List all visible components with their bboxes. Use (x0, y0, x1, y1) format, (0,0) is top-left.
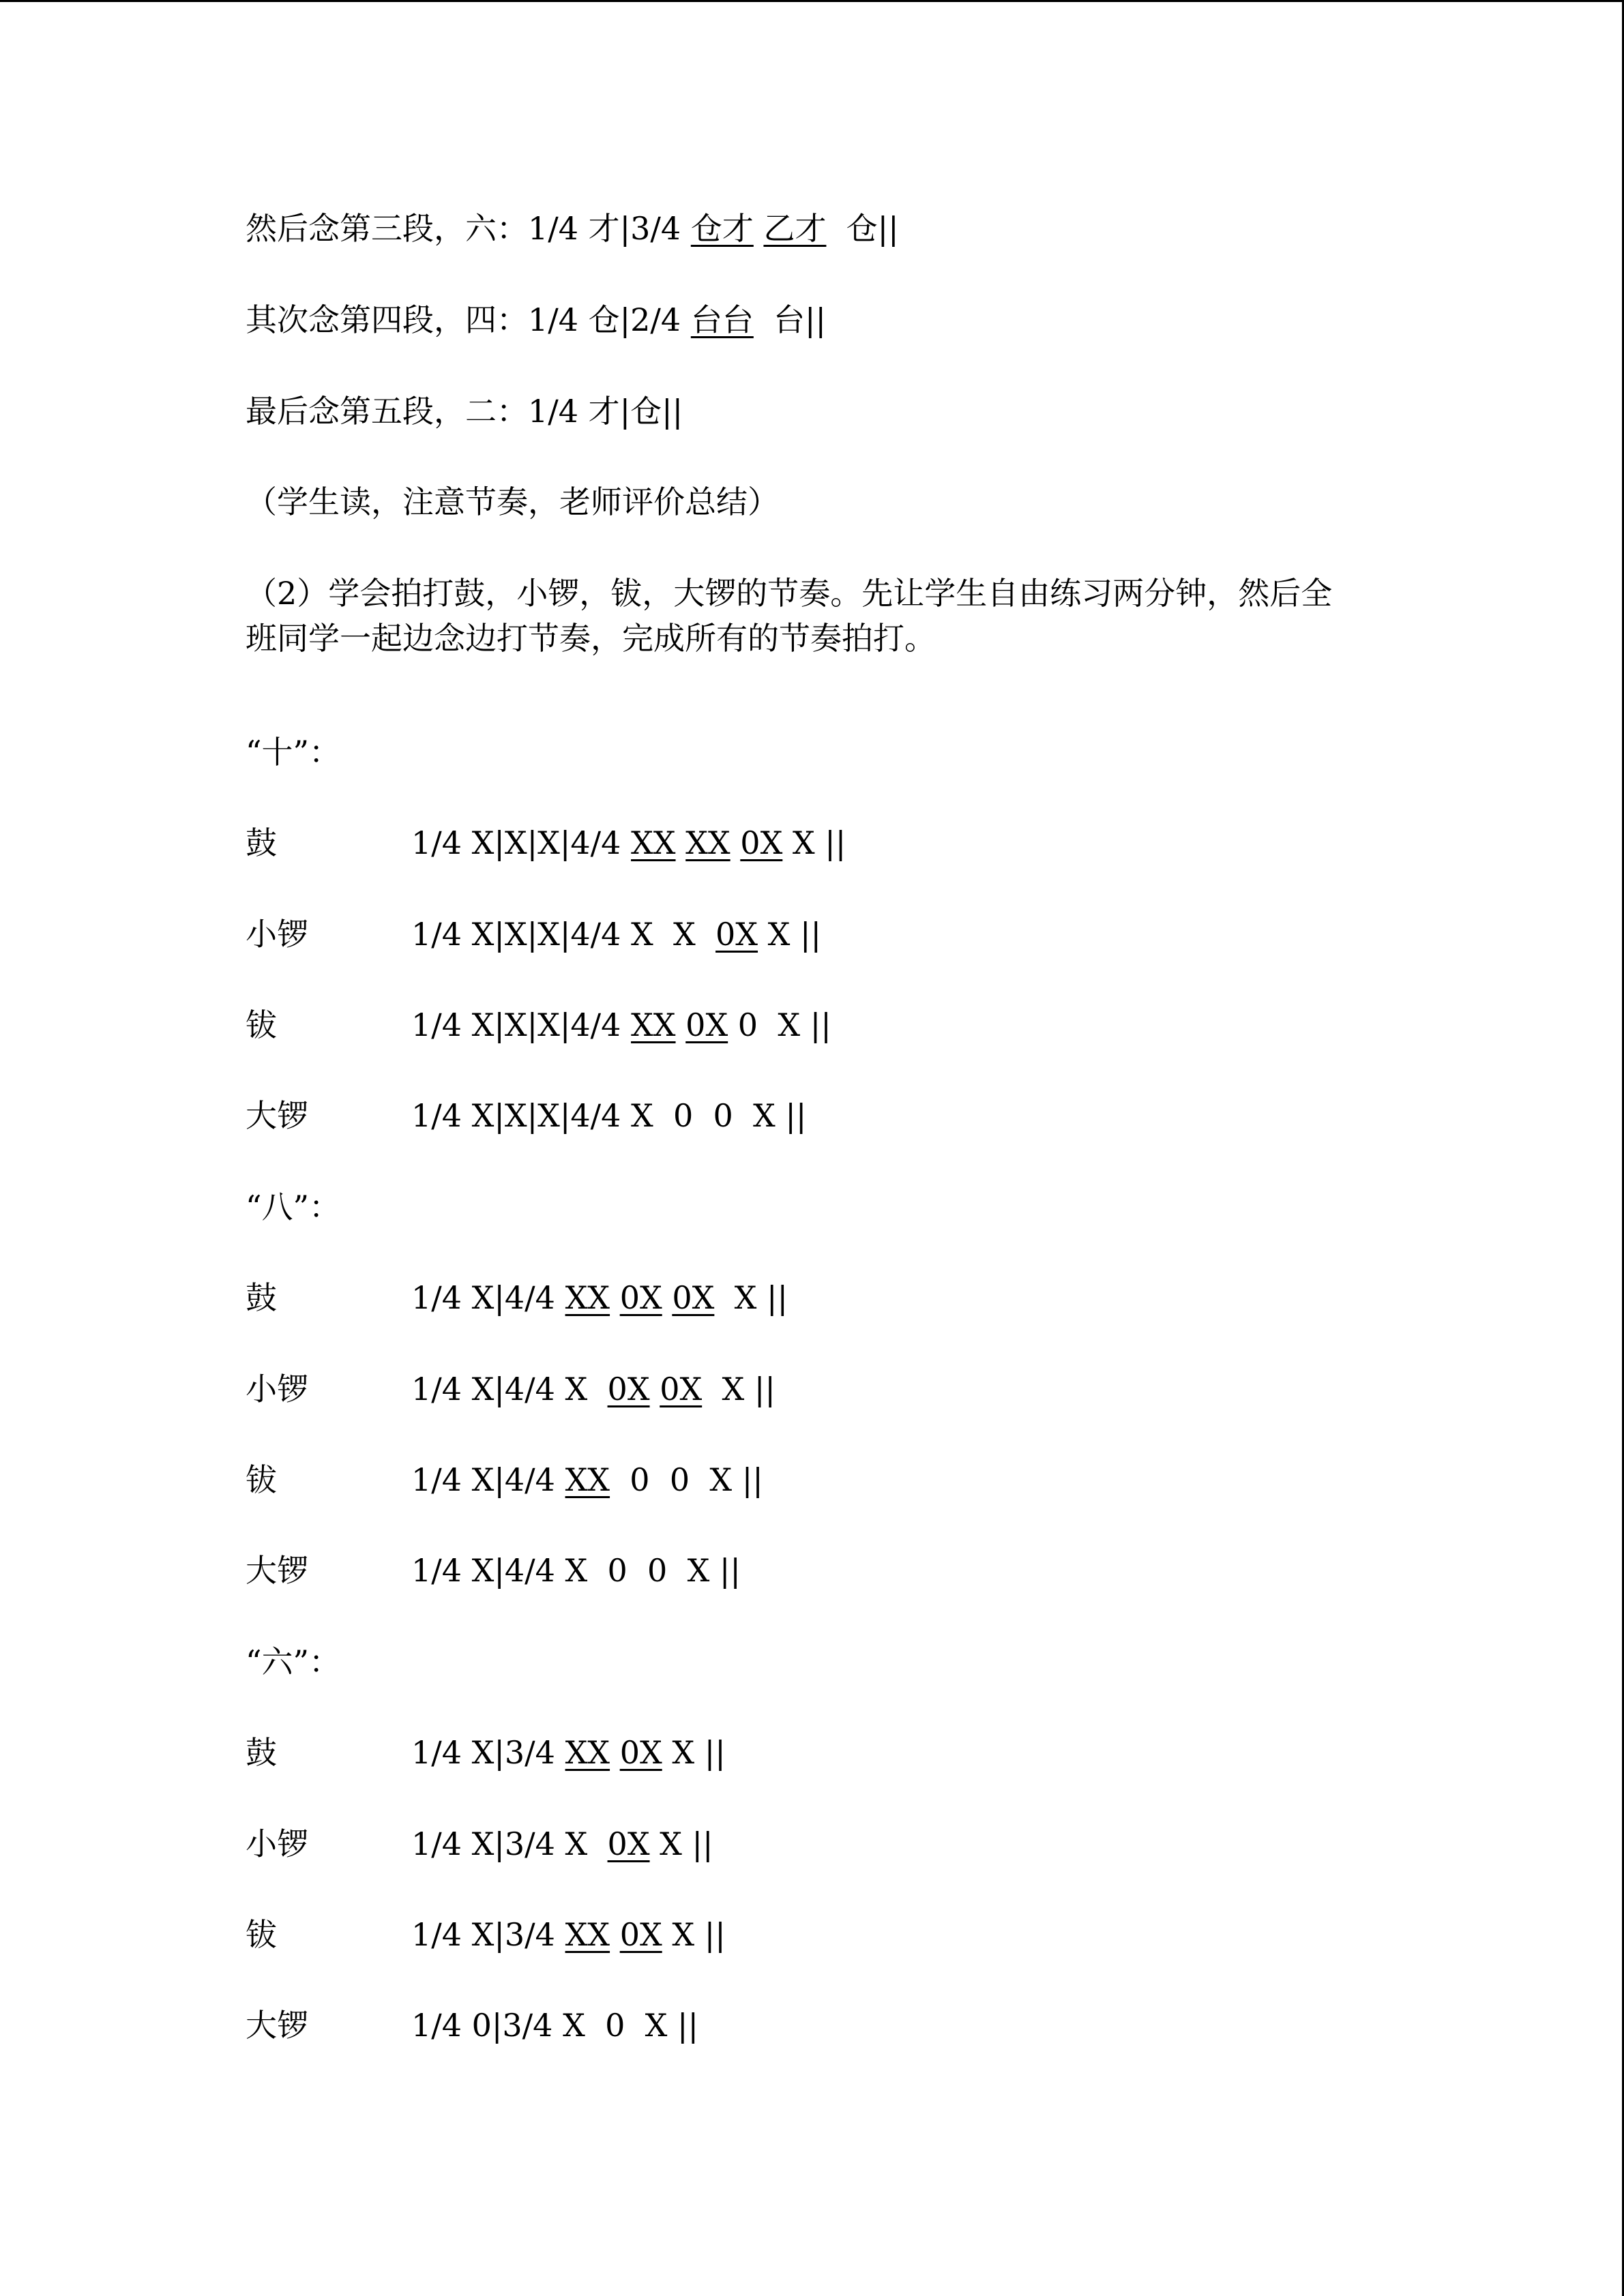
beamed-group: 0X (619, 1279, 662, 1316)
section-heading-eight: “八”： (246, 1189, 341, 1225)
rhythm-notation (411, 1730, 726, 1775)
reading-line-fourth-section (246, 297, 826, 342)
notation-text: 1/4 X|3/4 (411, 1734, 565, 1771)
instruction-line-2: 班同学一起边念边打节奏，完成所有的节奏拍打。 (246, 620, 936, 657)
notation-text: X || (758, 916, 822, 953)
beamed-group: 0X (715, 916, 758, 953)
reading-line-third-section (246, 206, 899, 251)
section-heading-ten: “十”： (246, 734, 341, 771)
notation-text: 1/4 X|X|X|4/4 (411, 824, 632, 861)
rhythm-notation (411, 820, 846, 865)
notation-text: X || (714, 1279, 788, 1316)
notation-text: 台|| (753, 301, 827, 338)
notation-text: 1/4 X|4/4 (411, 1279, 565, 1316)
beamed-group: 乙才 (763, 210, 827, 247)
notation-text: 其次念第四段，四：1/4 仓|2/4 (246, 301, 691, 338)
beamed-group: XX (631, 824, 676, 861)
notation-text: 仓|| (826, 210, 899, 247)
beamed-group: 0X (740, 824, 783, 861)
instrument-label: 鼓 (246, 824, 277, 861)
instrument-label: 大锣 (246, 2007, 308, 2044)
beamed-group: 0X (607, 1371, 650, 1407)
notation-text: X || (662, 1916, 726, 1953)
notation-text (610, 1734, 620, 1771)
notation-text (676, 824, 686, 861)
notation-text: 最后念第五段，二：1/4 才|仓|| (246, 393, 683, 430)
page-border-top (0, 0, 1624, 2)
teacher-note (246, 479, 779, 524)
beamed-group: XX (631, 1007, 676, 1043)
notation-text: 1/4 X|3/4 X (411, 1825, 608, 1862)
beamed-group: 0X (619, 1734, 662, 1771)
notation-text: （学生读，注意节奏，老师评价总结） (246, 483, 779, 520)
beamed-group: XX (565, 1279, 610, 1316)
notation-text: 1/4 X|4/4 X 0 0 X || (411, 1552, 741, 1589)
beamed-group: 0X (685, 1007, 728, 1043)
notation-text (730, 824, 741, 861)
beamed-group: 仓才 (690, 210, 754, 247)
notation-text (610, 1916, 620, 1953)
rhythm-notation (411, 2003, 698, 2048)
instrument-label: 鼓 (246, 1279, 277, 1316)
notation-text: X || (649, 1825, 713, 1862)
notation-text: X || (702, 1371, 776, 1407)
instrument-label: 小锣 (246, 1371, 308, 1407)
instrument-label: 小锣 (246, 916, 308, 953)
notation-text (610, 1279, 620, 1316)
beamed-group: XX (565, 1461, 610, 1498)
instrument-label: 钹 (246, 1916, 277, 1953)
instrument-label: 大锣 (246, 1552, 308, 1589)
notation-text (754, 210, 764, 247)
rhythm-notation (411, 1457, 763, 1502)
beamed-group: XX (565, 1916, 610, 1953)
notation-text: 1/4 0|3/4 X 0 X || (411, 2007, 698, 2044)
beamed-group: 0X (607, 1825, 650, 1862)
notation-text: 1/4 X|X|X|4/4 X 0 0 X || (411, 1097, 807, 1134)
beamed-group: XX (685, 824, 730, 861)
beamed-group: XX (565, 1734, 610, 1771)
notation-text: 0 0 X || (610, 1461, 763, 1498)
notation-text: 0 X || (728, 1007, 831, 1043)
notation-text: 1/4 X|X|X|4/4 X X (411, 916, 716, 953)
instrument-label: 大锣 (246, 1097, 308, 1134)
section-heading-six: “六”： (246, 1643, 341, 1680)
rhythm-notation (411, 1548, 741, 1593)
notation-text: 1/4 X|X|X|4/4 (411, 1007, 632, 1043)
rhythm-notation (411, 1275, 788, 1320)
beamed-group: 台台 (690, 301, 754, 338)
instruction-paragraph (246, 571, 1391, 661)
rhythm-notation (411, 1093, 806, 1138)
rhythm-notation (411, 1367, 776, 1412)
instrument-label: 钹 (246, 1461, 277, 1498)
rhythm-notation (411, 1821, 713, 1866)
notation-text (650, 1371, 660, 1407)
notation-text: 1/4 X|4/4 X (411, 1371, 608, 1407)
notation-text: 然后念第三段，六：1/4 才|3/4 (246, 210, 691, 247)
instrument-label: 鼓 (246, 1734, 277, 1771)
rhythm-notation (411, 912, 821, 957)
notation-text (662, 1279, 673, 1316)
notation-text: X || (662, 1734, 726, 1771)
notation-text: 1/4 X|4/4 (411, 1461, 565, 1498)
beamed-group: 0X (672, 1279, 715, 1316)
instrument-label: 钹 (246, 1007, 277, 1043)
instrument-label: 小锣 (246, 1825, 308, 1862)
instruction-line-1: （2）学会拍打鼓，小锣，钹，大锣的节奏。先让学生自由练习两分钟，然后全 (246, 575, 1333, 612)
reading-line-fifth-section (246, 389, 683, 434)
rhythm-notation (411, 1002, 831, 1047)
notation-text (676, 1007, 686, 1043)
beamed-group: 0X (619, 1916, 662, 1953)
beamed-group: 0X (660, 1371, 703, 1407)
notation-text: 1/4 X|3/4 (411, 1916, 565, 1953)
notation-text: X || (782, 824, 846, 861)
rhythm-notation (411, 1912, 726, 1957)
